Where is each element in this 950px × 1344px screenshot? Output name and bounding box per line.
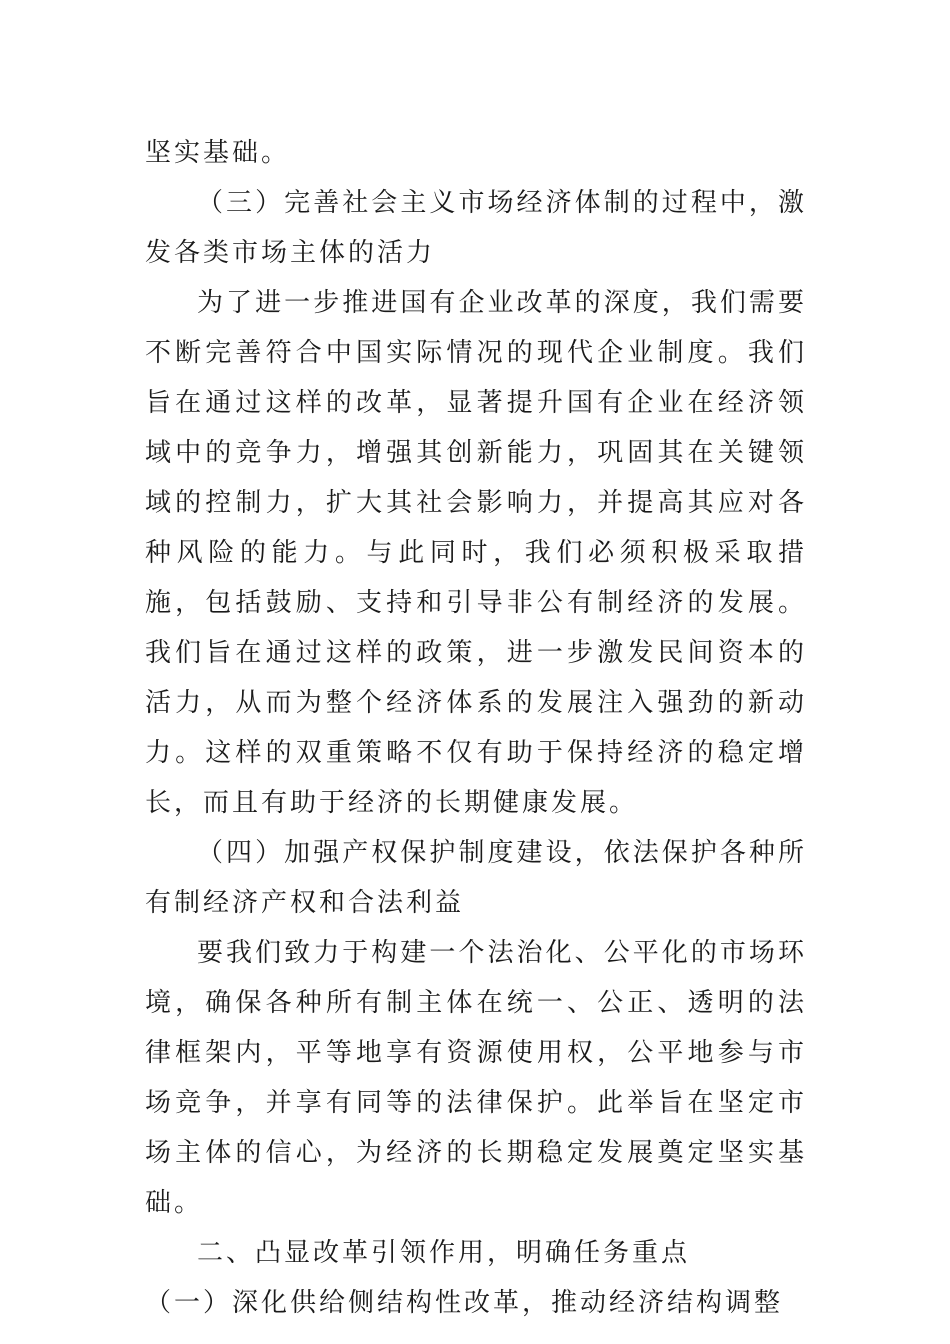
document-body bbox=[145, 128, 807, 1328]
body-paragraph-property-rights: 要我们致力于构建一个法治化、公平化的市场环境，确保各种所有制主体在统一、公正、透明的法律框架内，平等地享有资源使用权，公平地参与市场竞争，并享有同等的法律保护。此举旨在坚定市场主体的信心，为经济的长期稳定发展奠定坚实基础。 bbox=[145, 938, 807, 1218]
chapter-heading-2: 二、凸显改革引领作用，明确任务重点 bbox=[197, 1238, 691, 1268]
section-heading-4: （四）加强产权保护制度建设，依法保护各种所有制经济产权和合法利益 bbox=[145, 838, 807, 918]
section-heading-2-1: （一）深化供给侧结构性改革，推动经济结构调整 bbox=[145, 1288, 784, 1318]
paragraph-continuation: 坚实基础。 bbox=[145, 138, 291, 168]
section-heading-3: （三）完善社会主义市场经济体制的过程中，激发各类市场主体的活力 bbox=[145, 188, 807, 268]
body-paragraph-soe-reform: 为了进一步推进国有企业改革的深度，我们需要不断完善符合中国实际情况的现代企业制度。我们旨在通过这样的改革，显著提升国有企业在经济领域中的竞争力，增强其创新能力，巩固其在关键领域的控制力，扩大其社会影响力，并提高其应对各种风险的能力。与此同时，我们必须积极采取措施，包括鼓励、支持和引导非公有制经济的发展。我们旨在通过这样的政策，进一步激发民间资本的活力，从而为整个经济体系的发展注入强劲的新动力。这样的双重策略不仅有助于保持经济的稳定增长，而且有助于经济的长期健康发展。 bbox=[145, 288, 807, 818]
